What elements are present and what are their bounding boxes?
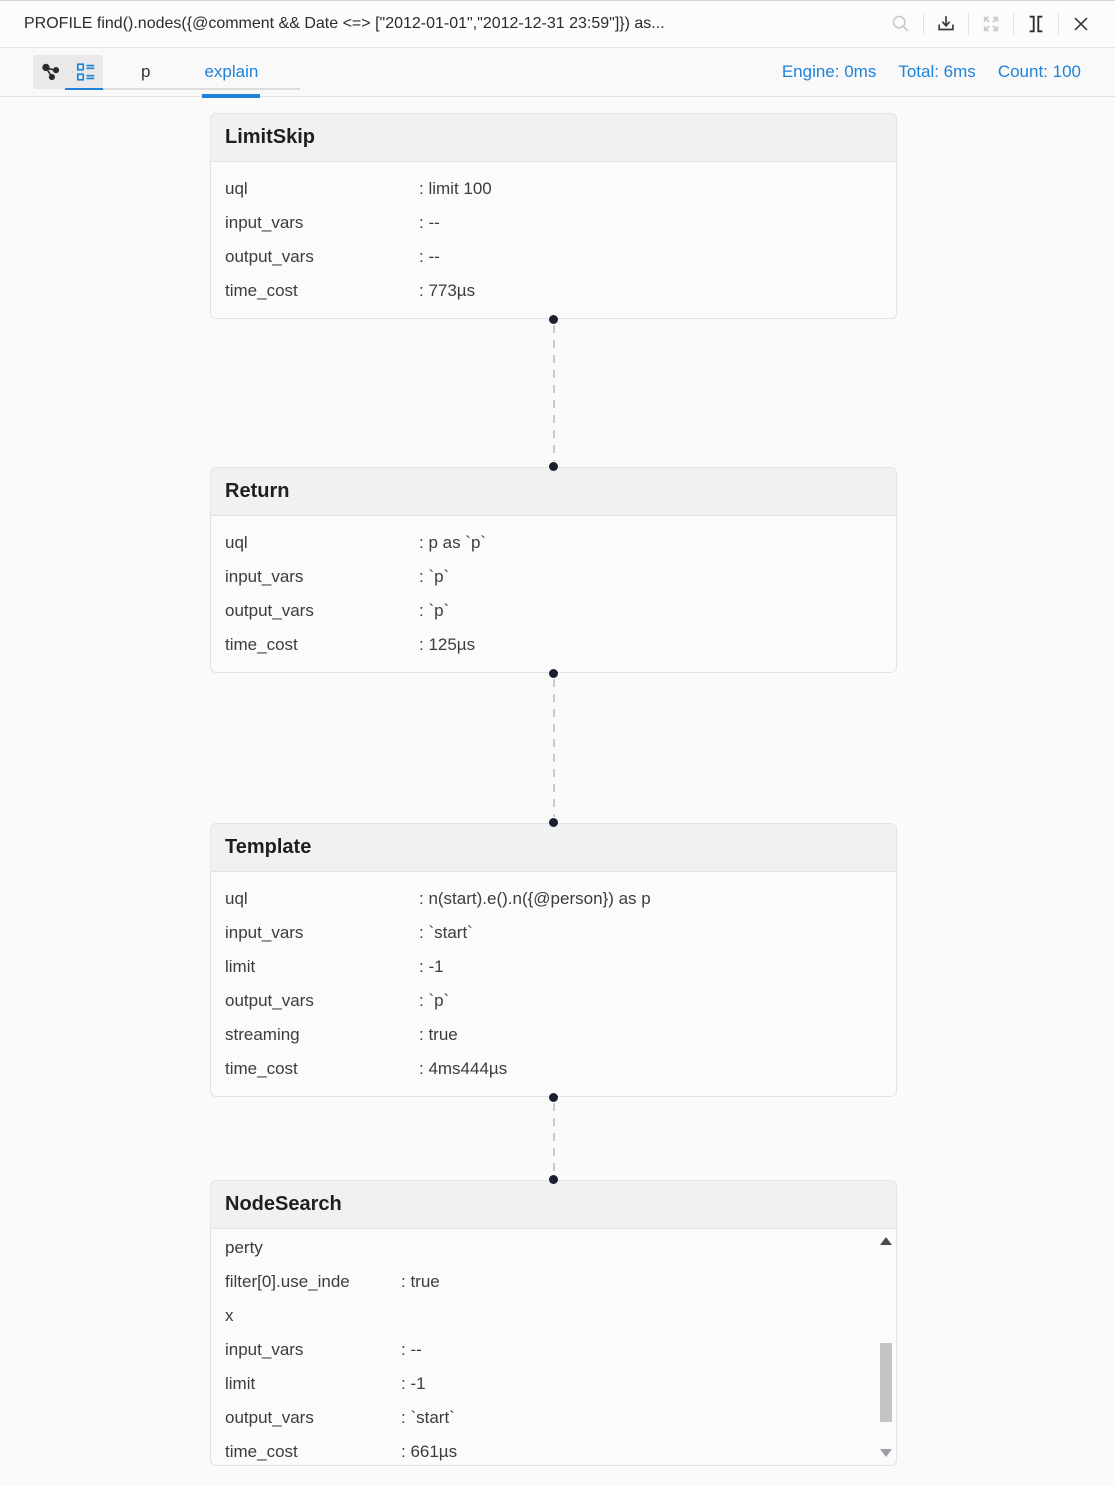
scrollbar-thumb[interactable]: [880, 1343, 892, 1422]
close-icon: [1070, 13, 1092, 35]
plan-node-header: [211, 1181, 896, 1229]
plan-row-key: uql: [225, 889, 248, 908]
plan-node-header: [211, 468, 896, 516]
connector-dot: [549, 669, 558, 678]
titlebar-actions: [879, 7, 1115, 41]
plan-row-value: : -1: [419, 957, 444, 976]
plan-row-key: uql: [225, 533, 248, 552]
plan-row-key: limit: [225, 957, 256, 976]
plan-row-key: output_vars: [225, 601, 314, 620]
collapse-horizontal-button[interactable]: [1014, 7, 1058, 41]
scrollbar-down-arrow[interactable]: [880, 1449, 892, 1457]
active-view-underline: [65, 88, 103, 90]
plan-node-card: [210, 467, 897, 673]
connector-line: [553, 1103, 555, 1174]
plan-row-value: : `start`: [419, 923, 473, 942]
stat-engine: Engine: 0ms: [781, 62, 877, 81]
graph-view-icon: [40, 61, 62, 83]
plan-row: [211, 1231, 896, 1265]
plan-row: [211, 1333, 896, 1367]
plan-row-key: filter[0].use_inde: [225, 1272, 350, 1291]
plan-row: [211, 526, 896, 560]
plan-row: [211, 916, 896, 950]
plan-row-key: output_vars: [225, 1408, 314, 1427]
plan-row-key: input_vars: [225, 567, 304, 586]
plan-row-value: : `p`: [419, 991, 450, 1010]
stat-total: Total: 6ms: [898, 62, 976, 81]
list-view-icon: [75, 61, 97, 83]
plan-row: [211, 1401, 896, 1435]
plan-row: [211, 628, 896, 662]
plan-row-key: time_cost: [225, 281, 298, 300]
plan-row-value: : --: [401, 1340, 422, 1359]
plan-node-card: [210, 1180, 897, 1466]
plan-row: [211, 1435, 896, 1465]
connector-dot: [549, 818, 558, 827]
tab-label: explain: [204, 62, 259, 81]
query-title: PROFILE find().nodes({@comment && Date <=> ["2012-01-01","2012-12-31 23:59"]}) as...: [24, 15, 665, 32]
plan-row-key: limit: [225, 1374, 256, 1393]
plan-row-key: input_vars: [225, 213, 304, 232]
plan-node-header: [211, 824, 896, 872]
plan-row: [211, 950, 896, 984]
plan-row-value: : true: [419, 1025, 458, 1044]
plan-node-body: [211, 1229, 896, 1465]
search-button[interactable]: [879, 7, 923, 41]
plan-row-value: : p as `p`: [419, 533, 487, 552]
scrollbar-track[interactable]: [878, 1251, 894, 1443]
connector-line: [553, 679, 555, 817]
plan-row-key: uql: [225, 179, 248, 198]
download-icon: [935, 13, 957, 35]
plan-row: [211, 1265, 896, 1299]
plan-row-value: : 661µs: [401, 1442, 458, 1461]
scrollbar-up-arrow[interactable]: [880, 1237, 892, 1245]
plan-row-key: time_cost: [225, 1442, 298, 1461]
connector-dot: [549, 462, 558, 471]
plan-row-key: x: [225, 1306, 234, 1325]
plan-row-value: : `start`: [401, 1408, 455, 1427]
plan-row: [211, 1052, 896, 1086]
scrollbar[interactable]: [878, 1231, 894, 1463]
plan-row-value: : 773µs: [419, 281, 476, 300]
plan-row-value: : --: [419, 213, 440, 232]
connector-line: [553, 325, 555, 461]
plan-node-body: [211, 516, 896, 672]
plan-node-card: [210, 823, 897, 1097]
plan-row: [211, 882, 896, 916]
plan-row-value: : `p`: [419, 567, 450, 586]
plan-node-body: [211, 872, 896, 1096]
titlebar: [0, 0, 1115, 48]
plan-row-key: perty: [225, 1238, 263, 1257]
plan-row: [211, 240, 896, 274]
plan-connector: [210, 1097, 897, 1180]
fullscreen-icon: [980, 13, 1002, 35]
download-button[interactable]: [924, 7, 968, 41]
plan-row: [211, 1018, 896, 1052]
plan-row: [211, 172, 896, 206]
plan-row-value: : true: [401, 1272, 440, 1291]
plan-row: [211, 594, 896, 628]
plan-row-key: output_vars: [225, 247, 314, 266]
plan-row: [211, 984, 896, 1018]
plan-node-title: NodeSearch: [225, 1193, 342, 1215]
list-view-button[interactable]: [71, 57, 101, 87]
tab-p[interactable]: [139, 54, 152, 90]
plan-node-title: LimitSkip: [225, 126, 316, 148]
search-icon: [890, 13, 912, 35]
fullscreen-button[interactable]: [969, 7, 1013, 41]
plan-row-value: : limit 100: [419, 179, 492, 198]
plan-node-card: [210, 113, 897, 319]
plan-row-value: : 4ms444µs: [419, 1059, 508, 1078]
plan-row: [211, 206, 896, 240]
plan-row-key: streaming: [225, 1025, 300, 1044]
tab-label: p: [141, 62, 151, 81]
plan-connector: [210, 319, 897, 467]
plan-row-value: : -1: [401, 1374, 426, 1393]
stat-count: Count: 100: [997, 62, 1081, 81]
plan-node-title: Return: [225, 480, 290, 502]
plan-row-key: time_cost: [225, 1059, 298, 1078]
plan-node-header: [211, 114, 896, 162]
connector-dot: [549, 1093, 558, 1102]
plan-row-value: : `p`: [419, 601, 450, 620]
plan-canvas: [0, 97, 1115, 1466]
toolbar: [0, 48, 1115, 97]
plan-row: [211, 560, 896, 594]
view-switch: [33, 55, 103, 89]
plan-node-body: [211, 162, 896, 318]
plan-row-key: input_vars: [225, 1340, 304, 1359]
graph-view-button[interactable]: [36, 57, 66, 87]
tab-explain[interactable]: [202, 54, 260, 90]
plan-connector: [210, 673, 897, 823]
plan-row-value: : 125µs: [419, 635, 476, 654]
plan-row-value: : n(start).e().n({@person}) as p: [419, 889, 651, 908]
connector-dot: [549, 315, 558, 324]
query-stats: [782, 62, 1115, 82]
plan-row-key: time_cost: [225, 635, 298, 654]
close-button[interactable]: [1059, 7, 1103, 41]
connector-dot: [549, 1175, 558, 1184]
plan-row-key: output_vars: [225, 991, 314, 1010]
collapse-horizontal-icon: [1025, 13, 1047, 35]
plan-row: [211, 274, 896, 308]
plan-row-value: : --: [419, 247, 440, 266]
plan-row: [211, 1299, 896, 1333]
plan-row-key: input_vars: [225, 923, 304, 942]
plan-node-title: Template: [225, 836, 312, 858]
plan-row: [211, 1367, 896, 1401]
